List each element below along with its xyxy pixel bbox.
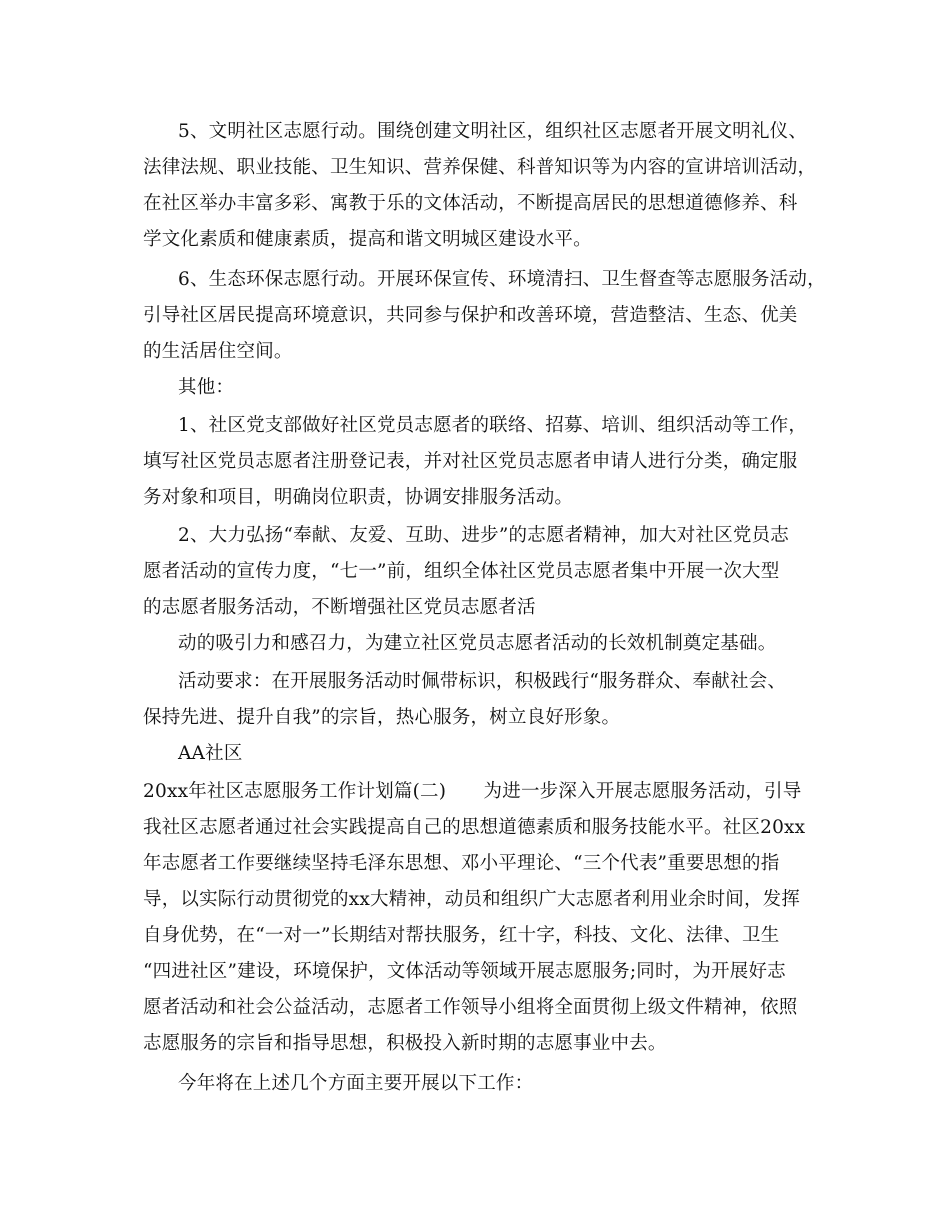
text-line: 今年将在上述几个方面主要开展以下工作：	[178, 1073, 534, 1094]
text-line: 其他：	[178, 377, 235, 398]
text-line: 志愿服务的宗旨和指导思想，积极投入新时期的志愿事业中去。	[143, 1033, 667, 1054]
text-line: 法律法规、职业技能、卫生知识、营养保健、科普知识等为内容的宣讲培训活动，	[143, 157, 817, 178]
text-line: 6、生态环保志愿行动。开展环保宣传、环境清扫、卫生督查等志愿服务活动，	[178, 269, 826, 290]
text-line: “四进社区”建设，环境保护，文体活动等领域开展志愿服务;同时，为开展好志	[143, 961, 786, 982]
text-line: 年志愿者工作要继续坚持毛泽东思想、邓小平理论、“三个代表”重要思想的指	[143, 853, 780, 874]
text-line: 20xx年社区志愿服务工作计划篇(二) 为进一步深入开展志愿服务活动，引导	[143, 781, 802, 802]
text-line: 在社区举办丰富多彩、寓教于乐的文体活动，不断提高居民的思想道德修养、科	[143, 193, 798, 214]
text-line: 保持先进、提升自我”的宗旨，热心服务，树立良好形象。	[143, 707, 621, 728]
text-line: 愿者活动和社会公益活动，志愿者工作领导小组将全面贯彻上级文件精神，依照	[143, 997, 798, 1018]
text-line: 务对象和项目，明确岗位职责，协调安排服务活动。	[143, 487, 574, 508]
text-line: 1、社区党支部做好社区党员志愿者的联络、招募、培训、组织活动等工作，	[178, 415, 808, 436]
text-line: 填写社区党员志愿者注册登记表，并对社区党员志愿者申请人进行分类，确定服	[143, 451, 798, 472]
text-line: 动的吸引力和感召力，为建立社区党员志愿者活动的长效机制奠定基础。	[178, 633, 777, 654]
text-line: 2、大力弘扬“奉献、友爱、互助、进步”的志愿者精神，加大对社区党员志	[178, 525, 789, 546]
text-line: 引导社区居民提高环境意识，共同参与保护和改善环境，营造整洁、生态、优美	[143, 305, 798, 326]
text-line: AA社区	[178, 743, 243, 764]
text-line: 的志愿者服务活动，不断增强社区党员志愿者活	[143, 597, 536, 618]
text-line: 愿者活动的宣传力度，“七一”前，组织全体社区党员志愿者集中开展一次大型	[143, 561, 780, 582]
text-line: 学文化素质和健康素质，提高和谐文明城区建设水平。	[143, 229, 592, 250]
text-line: 5、文明社区志愿行动。围绕创建文明社区，组织社区志愿者开展文明礼仪、	[178, 121, 808, 142]
text-line: 导，以实际行动贯彻党的xx大精神，动员和组织广大志愿者利用业余时间，发挥	[143, 889, 801, 910]
text-line: 自身优势，在“一对一”长期结对帮扶服务，红十字，科技、文化、法律、卫生	[143, 925, 780, 946]
text-line: 活动要求：在开展服务活动时佩带标识，积极践行“服务群众、奉献社会、	[178, 671, 787, 692]
text-line: 我社区志愿者通过社会实践提高自己的思想道德素质和服务技能水平。社区20xx	[143, 817, 806, 838]
text-line: 的生活居住空间。	[143, 341, 293, 362]
